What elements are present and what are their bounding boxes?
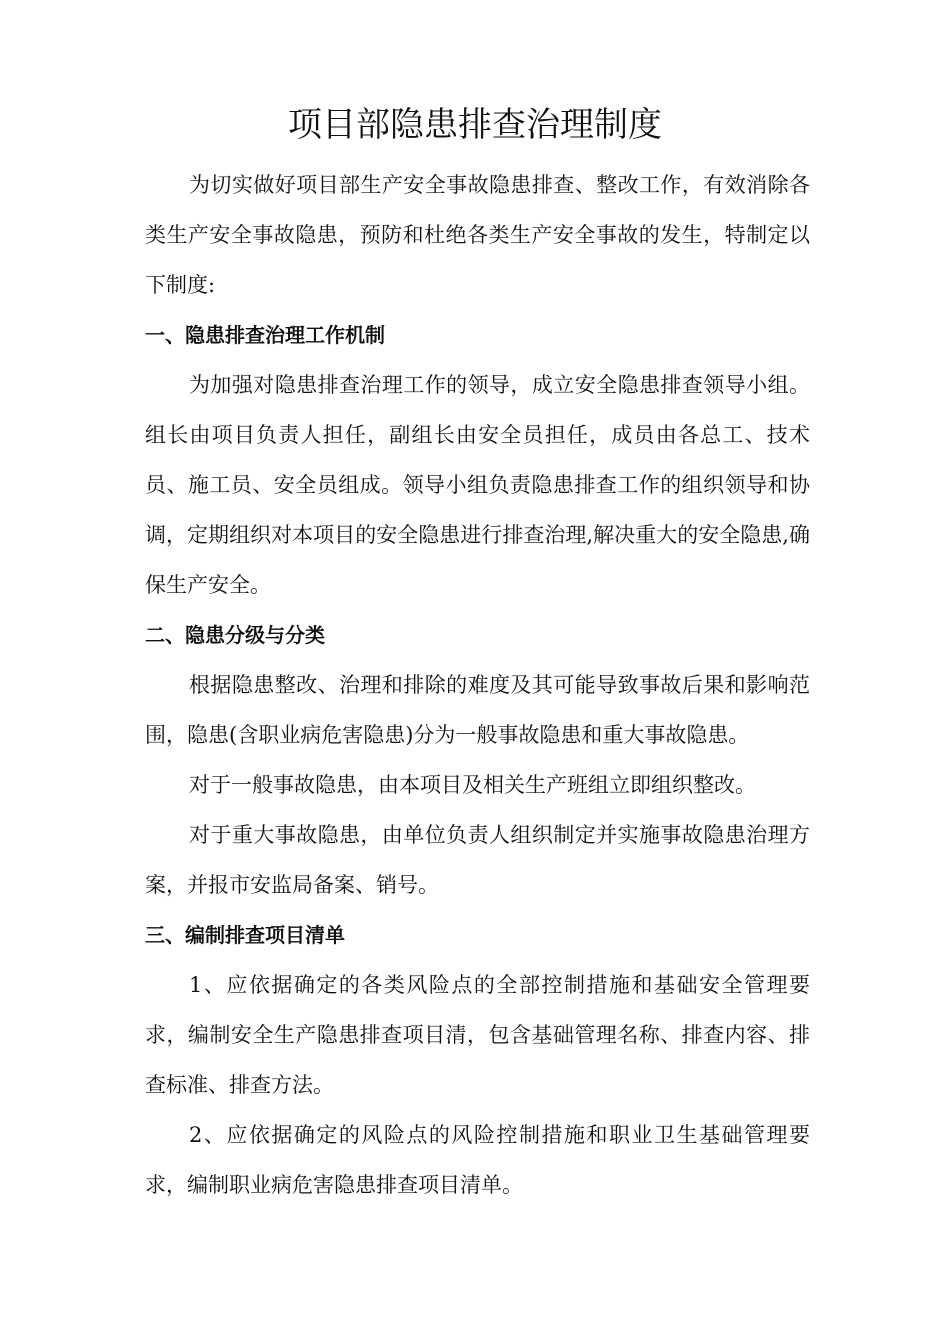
section-2-paragraph-3: 对于重大事故隐患，由单位负责人组织制定并实施事故隐患治理方案，并报市安监局备案、销号。	[145, 823, 810, 897]
section-3-heading: 三、编制排查项目清单	[145, 923, 345, 947]
intro-paragraph: 为切实做好项目部生产安全事故隐患排查、整改工作，有效消除各类生产安全事故隐患，预防和杜绝各类生产安全事故的发生，特制定以下制度:	[145, 173, 810, 297]
section-2-heading: 二、隐患分级与分类	[145, 623, 325, 647]
section-2-paragraph-1: 根据隐患整改、治理和排除的难度及其可能导致事故后果和影响范围，隐患(含职业病危害隐患)分为一般事故隐患和重大事故隐患。	[145, 673, 810, 747]
section-1-heading: 一、隐患排查治理工作机制	[145, 323, 385, 347]
section-2-paragraph-2: 对于一般事故隐患，由本项目及相关生产班组立即组织整改。	[189, 773, 756, 797]
document-title: 项目部隐患排查治理制度	[288, 105, 662, 145]
section-3-paragraph-2: 2、应依据确定的风险点的风险控制措施和职业卫生基础管理要求，编制职业病危害隐患排查项目清单。	[145, 1123, 810, 1197]
section-3-paragraph-1: 1、应依据确定的各类风险点的全部控制措施和基础安全管理要求，编制安全生产隐患排查项目清，包含基础管理名称、排查内容、排查标准、排查方法。	[145, 973, 810, 1097]
section-1-paragraph: 为加强对隐患排查治理工作的领导，成立安全隐患排查领导小组。组长由项目负责人担任，副组长由安全员担任，成员由各总工、技术员、施工员、安全员组成。领导小组负责隐患排查工作的组织领导和协调，定期组织对本项目的安全隐患进行排查治理,解决重大的安全隐患,确保生产安全。	[145, 373, 810, 597]
